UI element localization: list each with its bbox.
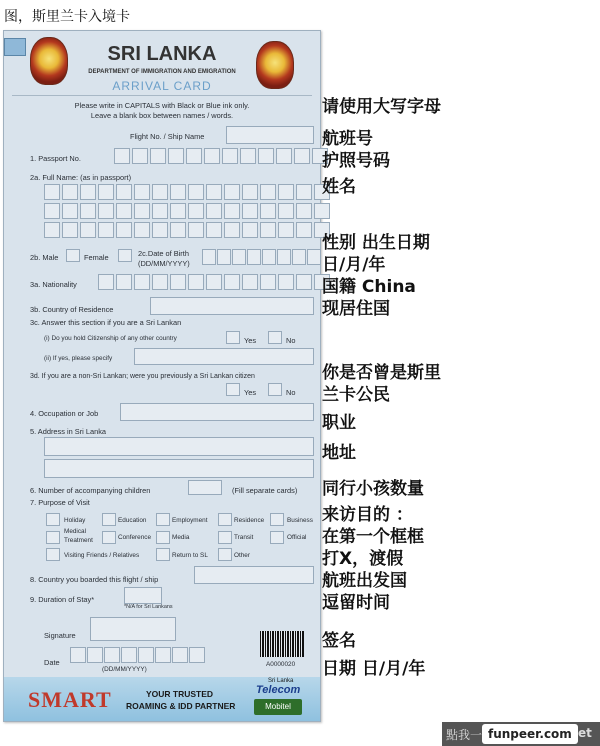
purpose-medical-checkbox[interactable] [46,531,60,544]
annotation-residence: 现居住国 [322,299,390,319]
signature-input[interactable] [90,617,176,641]
watermark-right-text: et [578,726,592,740]
purpose-medical-label-2: Treatment [64,537,93,544]
full-name-input-row-2[interactable] [44,203,330,219]
annotation-former-citizen-1: 你是否曾是斯里 [322,363,441,383]
citizenship-no-label: No [286,336,296,345]
purpose-visiting-label: Visiting Friends / Relatives [64,552,140,559]
mobitel-logo: Mobitel [254,699,302,715]
full-name-input-row-1[interactable] [44,184,330,200]
annotation-first-box: 在第一个框框 [322,527,424,547]
duration-label: 9. Duration of Stay* [30,595,95,604]
citizenship-yes-label: Yes [244,336,257,345]
purpose-business-checkbox[interactable] [270,513,284,526]
annotation-mark-holiday: 打X，渡假 [322,549,404,569]
signature-label: Signature [44,631,76,640]
smart-logo: SMART [28,687,112,712]
former-citizen-no-checkbox[interactable] [268,383,282,396]
dob-label: 2c.Date of Birth [138,249,189,258]
dob-format: (DD/MM/YYYY) [138,259,190,268]
duration-input[interactable] [124,587,162,604]
annotation-address: 地址 [322,443,356,463]
specify-input[interactable] [134,348,314,365]
banner-line-2: ROAMING & IDD PARTNER [126,701,236,711]
purpose-education-label: Education [118,517,147,524]
occupation-input[interactable] [120,403,314,421]
purpose-return-checkbox[interactable] [156,548,170,561]
annotation-departure-country: 航班出发国 [322,571,407,591]
telecom-small: Sri Lanka [268,678,294,684]
sri-lankan-section-label: 3c. Answer this section if you are a Sri Lankan [30,318,182,327]
annotation-capitals: 请使用大写字母 [322,97,441,117]
purpose-employment-checkbox[interactable] [156,513,170,526]
full-name-label: 2a. Full Name: (as in passport) [30,173,132,182]
purpose-employment-label: Employment [172,517,208,524]
barcode [260,631,304,657]
serial-number: A0000020 [266,661,296,668]
annotation-children: 同行小孩数量 [322,479,424,499]
nationality-input[interactable] [98,274,330,290]
duration-note: *N/A for Sri Lankans [124,604,173,610]
annotation-passport: 护照号码 [322,151,390,171]
passport-input[interactable] [114,148,328,164]
image-icon [4,38,26,56]
children-label: 6. Number of accompanying children [30,486,151,495]
purpose-media-label: Media [172,534,190,541]
former-citizen-yes-checkbox[interactable] [226,383,240,396]
annotation-purpose: 来访目的 ： [322,505,413,525]
arrival-card [3,30,321,722]
purpose-business-label: Business [287,517,313,524]
card-country: SRI LANKA [107,43,217,65]
date-input[interactable] [70,647,205,663]
purpose-transit-checkbox[interactable] [218,531,232,544]
purpose-label: 7. Purpose of Visit [30,498,90,507]
flight-input[interactable] [226,126,314,144]
citizenship-yes-checkbox[interactable] [226,331,240,344]
purpose-official-checkbox[interactable] [270,531,284,544]
male-checkbox[interactable] [66,249,80,262]
address-input-line-1[interactable] [44,437,314,456]
page-caption: 图，斯里兰卡入境卡 [4,9,130,25]
purpose-conference-label: Conference [118,534,152,541]
citizenship-question: (i) Do you hold Citizenship of any other country [44,335,177,342]
purpose-education-checkbox[interactable] [102,513,116,526]
purpose-holiday-label: Holiday [64,517,86,524]
telecom-logo: Telecom [256,684,301,696]
instruction-2: Leave a blank box between names / words. [90,111,234,120]
purpose-visiting-checkbox[interactable] [46,548,60,561]
flight-label: Flight No. / Ship Name [130,132,205,141]
purpose-residence-checkbox[interactable] [218,513,232,526]
residence-input[interactable] [150,297,314,315]
annotation-duration: 逗留时间 [322,593,390,613]
dob-input[interactable] [202,249,321,265]
watermark-left-text: 點我一 [446,728,483,742]
annotation-nationality: 国籍 China [322,277,416,297]
purpose-other-checkbox[interactable] [218,548,232,561]
date-label: Date [44,658,60,667]
watermark-site[interactable]: funpeer.com [482,724,578,744]
nationality-label: 3a. Nationality [30,280,77,289]
annotation-signature: 签名 [322,631,356,651]
residence-label: 3b. Country of Residence [30,305,114,314]
separate-cards-note: (Fill separate cards) [232,486,298,495]
address-label: 5. Address in Sri Lanka [30,427,107,436]
female-label: Female [84,253,109,262]
annotation-sex-dob: 性别 出生日期 [322,233,430,253]
ad-banner [4,677,320,721]
annotation-former-citizen-2: 兰卡公民 [322,385,390,405]
annotation-occupation: 职业 [322,413,356,433]
purpose-medical-label-1: Medical [64,528,87,535]
divider [12,95,312,96]
occupation-label: 4. Occupation or Job [30,409,99,418]
boarded-label: 8. Country you boarded this flight / ship [30,575,159,584]
specify-label: (ii) If yes, please specify [44,355,113,362]
instruction-1: Please write in CAPITALS with Black or Blue ink only. [74,101,250,110]
male-label: 2b. Male [30,253,59,262]
card-department: DEPARTMENT OF IMMIGRATION AND EMIGRATION [88,69,236,75]
children-input[interactable] [188,480,222,495]
non-sri-lankan-question: 3d. If you are a non-Sri Lankan; were you previously a Sri Lankan citizen [30,373,255,380]
banner-line-1: YOUR TRUSTED [146,689,214,699]
boarded-input[interactable] [194,566,314,584]
date-format: (DD/MM/YYYY) [102,666,147,673]
full-name-input-row-3[interactable] [44,222,330,238]
card-title: ARRIVAL CARD [112,79,212,93]
annotation-flight: 航班号 [322,129,373,149]
annotation-date-format: 日/月/年 [322,255,386,275]
passport-label: 1. Passport No. [30,154,81,163]
purpose-conference-checkbox[interactable] [102,531,116,544]
former-citizen-yes-label: Yes [244,388,257,397]
purpose-media-checkbox[interactable] [156,531,170,544]
annotation-name: 姓名 [322,177,356,197]
address-input-line-2[interactable] [44,459,314,478]
annotation-date: 日期 日/月/年 [322,659,426,679]
former-citizen-no-label: No [286,388,296,397]
purpose-return-label: Return to SL [172,552,208,559]
purpose-residence-label: Residence [234,517,265,524]
purpose-official-label: Official [287,534,307,541]
purpose-other-label: Other [234,552,250,559]
purpose-holiday-checkbox[interactable] [46,513,60,526]
citizenship-no-checkbox[interactable] [268,331,282,344]
purpose-transit-label: Transit [234,534,254,541]
female-checkbox[interactable] [118,249,132,262]
